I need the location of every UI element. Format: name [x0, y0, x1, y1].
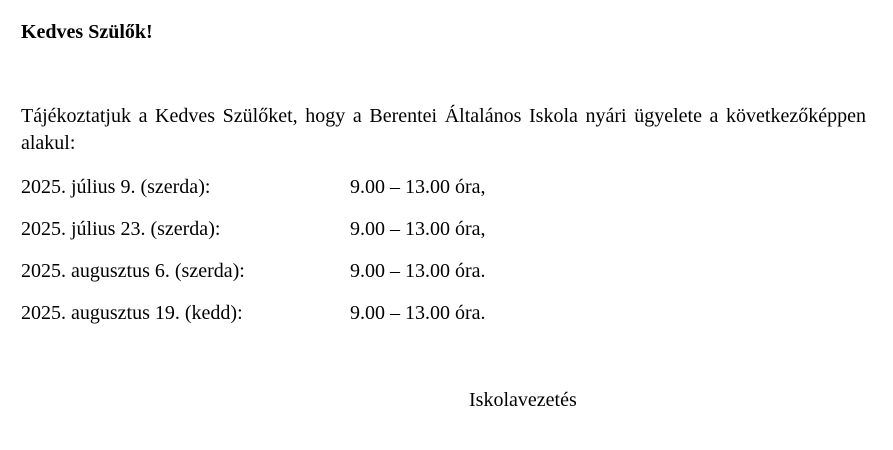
signature: Iskolavezetés [469, 389, 577, 411]
schedule-row [21, 298, 866, 328]
greeting-heading: Kedves Szülők! [21, 21, 153, 43]
schedule-time: 9.00 – 13.00 óra. [350, 260, 486, 282]
schedule-time: 9.00 – 13.00 óra, [350, 176, 486, 198]
schedule-row [21, 214, 866, 244]
schedule-time: 9.00 – 13.00 óra, [350, 218, 486, 240]
intro-paragraph: Tájékoztatjuk a Kedves Szülőket, hogy a Berentei Általános Iskola nyári ügyelete a következőképpen alakul: [21, 105, 866, 154]
schedule-time: 9.00 – 13.00 óra. [350, 302, 486, 324]
schedule-row [21, 172, 866, 202]
schedule-date: 2025. július 23. (szerda): [21, 218, 221, 240]
schedule-date: 2025. július 9. (szerda): [21, 176, 211, 198]
schedule-date: 2025. augusztus 19. (kedd): [21, 302, 243, 324]
schedule-row [21, 256, 866, 286]
document-page [21, 0, 866, 450]
schedule-date: 2025. augusztus 6. (szerda): [21, 260, 245, 282]
